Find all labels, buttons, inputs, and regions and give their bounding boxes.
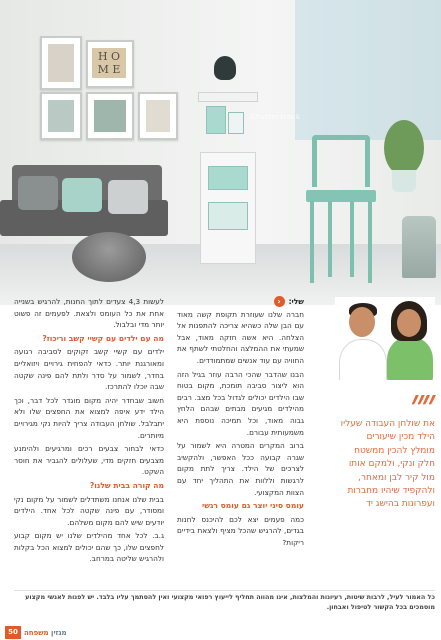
interview-column — [177, 296, 304, 550]
wall-frame — [40, 36, 82, 90]
wall-frame — [40, 92, 82, 140]
interior-photo — [0, 0, 441, 305]
quote-mark: ״״ — [410, 380, 433, 427]
pillow — [18, 176, 58, 210]
pillow — [62, 178, 102, 212]
section-subhead: מה קורה בבית שלנו? — [89, 480, 164, 490]
paragraph: כדאי לבחור צבעים רכים ומרגיעים ולהימנע מצבעים חזקים מדי, שעלולים להגביר את חוסר השקט. — [14, 444, 164, 477]
paragraph: ג.ב. לכל אחד מהילדים שלנו יש מקום קבוע לחפצים שלו, כך שהם יכולים למצוא הכל בקלות ולהרגיש שליטה במרחב. — [14, 531, 164, 564]
side-shelf — [198, 92, 256, 268]
pull-quote: את שולחן העבודה שעליו הילד מכין שיעורים מומלץ להכין ממשטח חלק ונקי, ולמקם אותו מול קיר לבן ומאחר, ולהקפיד שיהיו מחברות ועפרונות בהישג יד — [340, 419, 435, 510]
paragraph: כמה פעמים יצא לכם להיכנס לחנות בגדים, להרגיש שהכל מציף ולצאת בידיים ריקות? — [177, 514, 304, 547]
plant-pot — [392, 170, 416, 192]
magazine-logo — [24, 627, 67, 639]
paragraph: ברוב המקרים המטרה היא לשמור על שגרה קבועה ככל האפשר, ולהקשיב לצרכים של הילד. צריך לתת מקום לרגשות וללוות את התהליך יחד עם הצוות המקצועי. — [177, 441, 304, 497]
plant — [384, 120, 424, 176]
home-sign: H O M E — [92, 48, 126, 78]
pillow — [108, 180, 148, 214]
section-subhead: עומס סיני יוצר גם עומס רגשי — [202, 501, 304, 511]
page-number: 50 — [5, 626, 21, 639]
paragraph: חשוב שבחדר יהיה מקום מוגדר לכל דבר, וכך הילד ידע איפה למצוא את החפצים שלו ולא יתבלבל. שולחן העבודה צריך להיות נקי מגירויים מיותרים. — [14, 395, 164, 440]
question-label: שלי: — [288, 297, 304, 306]
watermark: Shutterstock — [250, 113, 301, 121]
home-sign-frame — [86, 40, 134, 88]
paragraph: לעשות 4,3 צעדים לתוך החנות, להרגיש בשנייה אחת את כל העומס ולצאת. לפעמים זה פשוט יותר מדי ובלבול. — [14, 297, 164, 330]
article-column — [14, 296, 164, 567]
wall-frame — [86, 92, 134, 140]
author-portrait — [335, 297, 435, 380]
question-row — [177, 296, 304, 308]
person-man — [339, 339, 387, 380]
lamp — [214, 56, 236, 80]
paragraph: ילדים עם קשיי קשב זקוקים לסביבה רגועה ומאורגנת יותר. כדאי להפחית גירויים ויזואליים בחדר, לשמור על סדר ולתת להם פינה שקטה שבה יוכלו להתרכז. — [14, 347, 164, 392]
wall-frame — [138, 92, 178, 140]
paragraph: בבית שלנו אנחנו משתדלים לשמור על מקום נקי ומסודר, עם פינה שקטה לכל אחד. הילדים יודעים שיש להם מקום משלהם. — [14, 494, 164, 527]
magazine-name: מגזין — [51, 629, 67, 637]
knitted-pouf — [72, 232, 146, 282]
disclaimer-caption: כל האמור לעיל, לרבות שיטות, רעיונות והמלצות, אינו מהווה תחליף לייעוץ רפואי מקצועי ואין להסתמך עליו בלבד. יש לפנות לאנשי מקצוע מוסמכים בכל הקשור לטיפול ואבחון. — [14, 590, 435, 612]
metal-chair — [302, 135, 382, 285]
paragraph: הבנו שהדבר שהכי הרבה עוזר בגיל הזה הוא ליצור סביבה תומכת, מקום בטוח שבו הילדים יכולים לגדול בכל מצב. רבים מהילדים מגיעים מבתים שבהם הלחץ גבוה מאוד, וכל תמיכה נוספת היא משמעותית עבורם. — [177, 369, 304, 437]
person-woman — [387, 337, 433, 380]
section-subhead: מה עם ילדים עם קשיי קשב וריכוז? — [42, 333, 164, 343]
paragraph: חברה שלנו שעוזרת תקופת קשה מאוד עם הבן שלה כשהיא צריכה להתפנות אל הצלחה. היא אשה חזקה מאוד, אבל שמעתי את ההמלצה והחלטתי לשתף את החוויה עם עוד אנשים שמתמודדים. — [177, 309, 304, 365]
arrow-icon: ‹ — [274, 296, 285, 307]
basket — [402, 216, 436, 278]
magazine-prefix: משפחה — [24, 629, 49, 637]
window-light — [295, 0, 441, 140]
